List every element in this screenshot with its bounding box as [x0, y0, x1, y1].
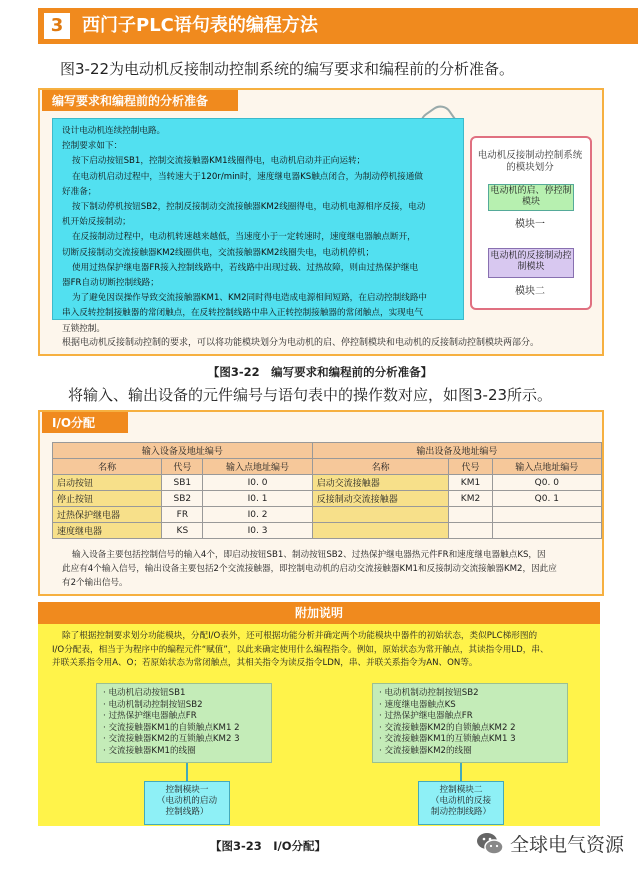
- watermark-text: 全球电气资源: [510, 834, 625, 856]
- table-cell: I0. 1: [203, 491, 312, 507]
- io-desc-line: 有2个输出信号。: [62, 578, 128, 588]
- req-line: 使用过热保护继电器FR接入控制线路中，若线路中出现过载、过热故障，则由过热保护继电: [72, 262, 419, 273]
- figure-3-22-tag: 编写要求和编程前的分析准备: [42, 90, 238, 111]
- req-line: 切断反接制动交流接触器KM2线圈供电，交流接触器KM2线圈失电，电动机停机；: [62, 247, 375, 258]
- wechat-icon: [476, 830, 504, 858]
- module-label: 制动控制线路）: [430, 807, 492, 817]
- table-cell: I0. 0: [203, 475, 312, 491]
- right-device-list: [372, 683, 568, 763]
- list-item: · 过热保护继电器触点FR: [379, 711, 473, 722]
- module-two-box: 电动机的反接制动控制模块: [488, 248, 574, 278]
- req-line: 器FR自动切断控制线路；: [62, 278, 159, 289]
- table-cell: [312, 523, 449, 539]
- io-table: [52, 442, 602, 539]
- table-cell: [492, 507, 601, 523]
- appendix-text: [52, 630, 592, 671]
- table-cell: 速度继电器: [53, 523, 162, 539]
- module-division-title: 电动机反接制动控制系统的模块划分: [477, 150, 583, 173]
- io-desc-line: 输入设备主要包括控制信号的输入4个，即启动按钮SB1、制动按钮SB2、过热保护继电器热元件FR和速度继电器触点KS，因: [72, 550, 546, 560]
- col-code: 代号: [162, 459, 203, 475]
- list-item: · 交流接触器KM2的互锁触点KM2 3: [103, 734, 240, 745]
- table-row: [53, 491, 602, 507]
- list-item: · 交流接触器KM1的线圈: [103, 745, 196, 756]
- table-cell: [492, 523, 601, 539]
- appendix-line: I/O分配表，相当于为程序中的编程元件“赋值”，以此来确定使用什么编程指令。例如，原始状态为常开触点，其读指令用LD，串、: [52, 644, 549, 655]
- req-line: 控制要求如下：: [62, 141, 123, 152]
- output-header: 输出设备及地址编号: [312, 443, 601, 459]
- module-two-label: 模块二: [515, 286, 545, 297]
- figure-3-23-caption: 【图3-23 I/O分配】: [210, 839, 327, 853]
- table-cell: 停止按钮: [53, 491, 162, 507]
- req-line: 为了避免因误操作导致交流接触器KM1、KM2同时得电造成电源相间短路，在启动控制线路中: [72, 293, 428, 304]
- figure-3-22-caption: 【图3-22 编写要求和编程前的分析准备】: [207, 365, 433, 379]
- control-module-one-box: [144, 781, 230, 825]
- req-line: 好准备；: [62, 186, 97, 197]
- control-module-two-box: [418, 781, 504, 825]
- table-cell: Q0. 1: [492, 491, 601, 507]
- req-line: 按下制动停机按钮SB2，控制反接制动交流接触器KM2线圈得电，电动机电源相序反接，电动: [72, 202, 426, 213]
- col-address: 输入点地址编号: [203, 459, 312, 475]
- col-code: 代号: [449, 459, 492, 475]
- table-cell: FR: [162, 507, 203, 523]
- table-cell: SB2: [162, 491, 203, 507]
- req-line: 设计电动机连续控制电路。: [62, 126, 166, 136]
- table-cell: SB1: [162, 475, 203, 491]
- req-line: 在电动机启动过程中，当转速大于120r/min时，速度继电器KS触点闭合，为制动停机接通做: [72, 171, 423, 182]
- table-cell: I0. 3: [203, 523, 312, 539]
- table-cell: [312, 507, 449, 523]
- table-cell: Q0. 0: [492, 475, 601, 491]
- input-header: 输入设备及地址编号: [53, 443, 313, 459]
- left-device-list: [96, 683, 272, 763]
- req-line: 机开始反接制动；: [62, 217, 131, 228]
- list-item: · 过热保护继电器触点FR: [103, 711, 197, 722]
- req-line: 在反接制动过程中，电动机转速越来越低，当速度小于一定转速时，速度继电器触点断开，: [72, 232, 416, 243]
- table-cell: KS: [162, 523, 203, 539]
- table-row: [53, 507, 602, 523]
- col-address: 输入点地址编号: [492, 459, 601, 475]
- table-row: [53, 475, 602, 491]
- list-item: · 速度继电器触点KS: [379, 699, 456, 710]
- io-desc-line: 此应有4个输入信号，输出设备主要包括2个交流接触器，即控制电动机的启动交流接触器KM1和反接制动交流接触器KM2，因此应: [62, 564, 557, 574]
- list-item: · 交流接触器KM2的自锁触点KM2 2: [379, 722, 516, 733]
- io-description: [62, 548, 596, 590]
- module-label: （电动机的反接: [430, 796, 492, 806]
- req-line: 串入反转控制接触器的常闭触点，在反转控制线路中串入正转控制接触器的常闭触点，实现电气: [62, 308, 423, 319]
- table-cell: KM2: [449, 491, 492, 507]
- list-item: · 电动机制动控制按钮SB2: [379, 688, 479, 698]
- module-label: 控制模块二: [439, 785, 483, 795]
- module-one-box: 电动机的启、停控制模块: [488, 184, 574, 211]
- module-label: 控制线路）: [165, 807, 209, 817]
- module-label: （电动机的启动: [156, 796, 218, 806]
- intro-paragraph: 图3-22为电动机反接制动控制系统的编写要求和编程前的分析准备。: [60, 60, 515, 78]
- req-line: 互锁控制。: [62, 323, 105, 334]
- col-name: 名称: [53, 459, 162, 475]
- connector-line: [186, 763, 188, 781]
- table-cell: [449, 523, 492, 539]
- list-item: · 交流接触器KM1的自锁触点KM1 2: [103, 722, 240, 733]
- table-cell: 启动交流接触器: [312, 475, 449, 491]
- list-item: · 电动机启动按钮SB1: [103, 688, 186, 698]
- table-cell: 过热保护继电器: [53, 507, 162, 523]
- table-cell: 反接制动交流接触器: [312, 491, 449, 507]
- appendix-title: 附加说明: [38, 602, 600, 624]
- module-label: 控制模块一: [165, 785, 209, 795]
- table-cell: 启动按钮: [53, 475, 162, 491]
- chapter-number: 3: [44, 13, 70, 39]
- figure-3-22-note: 根据电动机反接制动控制的要求，可以将功能模块划分为电动机的启、停控制模块和电动机的反接制动控制模块两部分。: [62, 338, 540, 348]
- list-item: · 电动机制动控制按钮SB2: [103, 699, 203, 710]
- figure-3-23-tag: I/O分配: [42, 412, 128, 433]
- req-line: 按下启动按钮SB1，控制交流接触器KM1线圈得电，电动机启动并正向运转；: [72, 156, 366, 167]
- io-paragraph: 将输入、输出设备的元件编号与语句表中的操作数对应，如图3-23所示。: [68, 386, 553, 404]
- requirements-text: [62, 124, 458, 337]
- appendix-line: 除了根据控制要求划分功能模块，分配I/O表外，还可根据功能分析并确定两个功能模块中器件的初始状态，类似PLC梯形图的: [62, 631, 538, 641]
- list-item: · 交流接触器KM1的互锁触点KM1 3: [379, 734, 516, 745]
- table-cell: KM1: [449, 475, 492, 491]
- module-one-label: 模块一: [515, 219, 545, 230]
- connector-line: [460, 763, 462, 781]
- appendix-line: 并联关系指令用A、O；若原始状态为常闭触点，其相关指令为读反指令LDN，串、并联关系指令为AN、ON等。: [52, 658, 478, 668]
- list-item: · 交流接触器KM2的线圈: [379, 745, 472, 756]
- table-cell: I0. 2: [203, 507, 312, 523]
- chapter-title: 西门子PLC语句表的编程方法: [82, 15, 318, 36]
- table-row: [53, 523, 602, 539]
- col-name: 名称: [312, 459, 449, 475]
- table-cell: [449, 507, 492, 523]
